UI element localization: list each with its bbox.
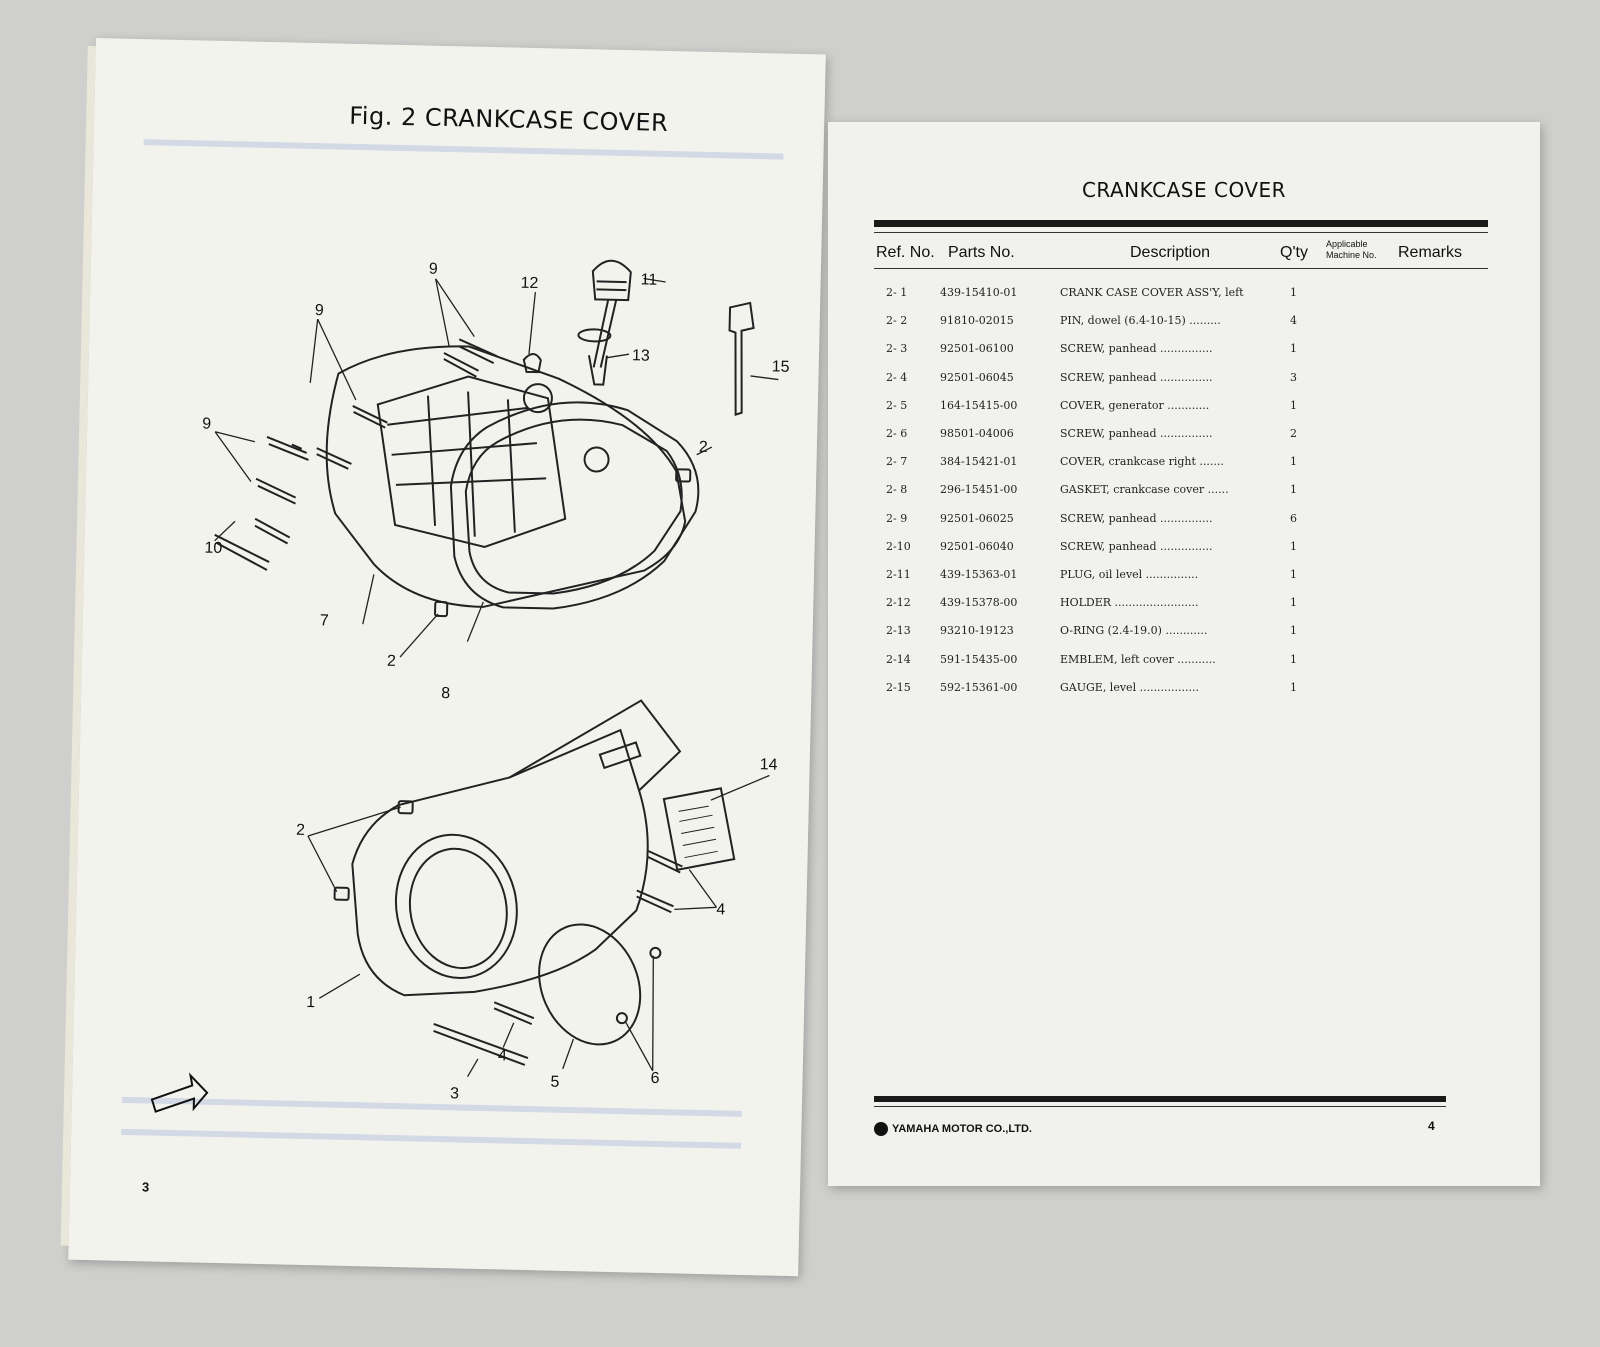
header-parts-no: Parts No. — [948, 244, 1015, 261]
description-cell: HOLDER ........................ — [1060, 596, 1199, 610]
parts-no-cell: 592-15361-00 — [940, 680, 1018, 694]
svg-text:4: 4 — [497, 1047, 508, 1065]
ref-no-cell: 2-13 — [886, 624, 911, 638]
parts-no-cell: 92501-06025 — [940, 511, 1014, 525]
header-applicable — [1326, 239, 1377, 261]
header-applicable-line2: Machine No. — [1326, 250, 1377, 260]
ref-no-cell: 2- 8 — [886, 483, 908, 497]
parts-no-cell: 591-15435-00 — [940, 652, 1018, 666]
svg-text:8: 8 — [441, 685, 451, 703]
ref-no-cell: 2- 1 — [886, 286, 908, 299]
yamaha-logo-icon — [874, 1122, 888, 1136]
table-row — [880, 286, 1480, 314]
description-cell: SCREW, panhead ............... — [1060, 539, 1213, 553]
svg-text:2: 2 — [386, 652, 397, 670]
table-row — [880, 371, 1480, 399]
svg-text:11: 11 — [640, 271, 658, 289]
table-row — [880, 596, 1480, 624]
svg-text:2: 2 — [698, 438, 708, 456]
header-qty: Q'ty — [1280, 244, 1308, 261]
ref-no-cell: 2- 4 — [886, 370, 908, 384]
footer-rule-thick — [874, 1096, 1446, 1102]
description-cell: SCREW, panhead ............... — [1060, 427, 1213, 440]
footer-brand-text: YAMAHA MOTOR CO.,LTD. — [892, 1122, 1032, 1135]
parts-no-cell: 439-15378-00 — [940, 596, 1018, 610]
description-cell: EMBLEM, left cover ........... — [1060, 652, 1216, 666]
ref-no-cell: 2-11 — [886, 568, 911, 581]
qty-cell: 1 — [1290, 680, 1297, 694]
level-gauge — [728, 302, 755, 415]
gasket — [448, 400, 700, 612]
parts-no-cell: 92501-06040 — [940, 539, 1014, 553]
description-cell: GAUGE, level ................. — [1060, 680, 1200, 694]
right-page — [828, 122, 1540, 1186]
table-row — [880, 512, 1480, 540]
ref-no-cell: 2- 9 — [886, 511, 908, 525]
figure-title: Fig. 2 CRANKCASE COVER — [348, 101, 669, 138]
qty-cell: 1 — [1290, 652, 1297, 666]
description-cell: GASKET, crankcase cover ...... — [1060, 483, 1229, 497]
ref-no-cell: 2- 2 — [886, 314, 908, 328]
svg-text:15: 15 — [771, 358, 790, 376]
footer-rule-thin — [874, 1106, 1446, 1107]
parts-no-cell: 92501-06045 — [940, 370, 1014, 384]
ref-no-cell: 2- 5 — [886, 398, 908, 412]
table-row — [880, 455, 1480, 483]
parts-no-cell: 296-15451-00 — [940, 483, 1018, 497]
header-ref-no: Ref. No. — [876, 244, 935, 261]
qty-cell: 1 — [1290, 455, 1297, 469]
svg-text:5: 5 — [550, 1073, 560, 1091]
description-cell: COVER, generator ............ — [1060, 398, 1210, 412]
qty-cell: 1 — [1290, 483, 1297, 497]
exploded-diagram — [70, 38, 826, 1194]
qty-cell: 4 — [1290, 314, 1297, 328]
svg-text:7: 7 — [319, 612, 329, 630]
table-row — [880, 624, 1480, 652]
ref-no-cell: 2-12 — [886, 596, 911, 610]
callout-labels — [187, 256, 792, 1110]
qty-cell: 1 — [1290, 568, 1297, 581]
oil-level-plug — [592, 260, 631, 300]
ref-no-cell: 2- 3 — [886, 342, 908, 356]
svg-text:6: 6 — [650, 1069, 660, 1088]
left-page — [68, 38, 826, 1276]
table-row — [880, 540, 1480, 568]
header-rule-thin — [874, 232, 1488, 233]
svg-text:14: 14 — [759, 756, 778, 774]
description-cell: PIN, dowel (6.4-10-15) ......... — [1060, 314, 1221, 328]
ref-no-cell: 2-15 — [886, 680, 911, 694]
fwd-arrow-icon — [152, 1075, 208, 1113]
ref-no-cell: 2-14 — [886, 652, 911, 666]
parts-no-cell: 439-15363-01 — [940, 568, 1018, 581]
parts-no-cell: 92501-06100 — [940, 342, 1014, 356]
table-row — [880, 399, 1480, 427]
table-row — [880, 568, 1480, 596]
table-row — [880, 314, 1480, 342]
column-header-rule — [874, 268, 1488, 269]
table-row — [880, 427, 1480, 455]
header-remarks: Remarks — [1398, 244, 1463, 261]
footer-brand — [874, 1122, 1032, 1136]
crankcase-cover-right — [323, 343, 689, 611]
description-cell: CRANK CASE COVER ASS'Y, left — [1060, 286, 1244, 299]
qty-cell: 1 — [1290, 342, 1297, 356]
description-cell: PLUG, oil level ............... — [1060, 568, 1199, 581]
generator-cover-emblem — [521, 908, 659, 1060]
description-cell: SCREW, panhead ............... — [1060, 511, 1213, 525]
header-applicable-line1: Applicable — [1326, 239, 1368, 249]
svg-text:13: 13 — [631, 347, 650, 365]
qty-cell: 1 — [1290, 596, 1297, 610]
table-row — [880, 653, 1480, 681]
svg-text:3: 3 — [449, 1085, 460, 1103]
page-number-left: 3 — [141, 1179, 150, 1195]
header-rule-thick — [874, 220, 1488, 227]
qty-cell: 1 — [1290, 539, 1297, 553]
svg-text:4: 4 — [716, 901, 726, 919]
parts-no-cell: 164-15415-00 — [940, 398, 1018, 412]
parts-list-title: CRANKCASE COVER — [1081, 178, 1287, 202]
qty-cell: 1 — [1290, 286, 1297, 299]
parts-no-cell: 98501-04006 — [940, 427, 1014, 440]
table-row — [880, 681, 1480, 709]
qty-cell: 2 — [1290, 427, 1297, 440]
svg-text:9: 9 — [202, 415, 212, 433]
svg-text:9: 9 — [314, 302, 324, 320]
table-row — [880, 342, 1480, 370]
qty-cell: 6 — [1290, 511, 1297, 525]
svg-text:12: 12 — [520, 274, 539, 293]
svg-text:9: 9 — [428, 260, 438, 278]
ref-no-cell: 2- 7 — [886, 455, 908, 469]
warning-label — [664, 788, 734, 870]
ref-no-cell: 2- 6 — [886, 427, 908, 440]
qty-cell: 1 — [1290, 398, 1297, 412]
description-cell: COVER, crankcase right ....... — [1060, 455, 1224, 469]
header-description: Description — [1130, 244, 1211, 261]
page-number-right: 4 — [1428, 1119, 1435, 1133]
ref-no-cell: 2-10 — [886, 539, 911, 553]
table-row — [880, 483, 1480, 511]
parts-no-cell: 384-15421-01 — [940, 455, 1018, 469]
qty-cell: 3 — [1290, 370, 1297, 384]
parts-no-cell: 93210-19123 — [940, 624, 1014, 638]
description-cell: O-RING (2.4-19.0) ............ — [1060, 624, 1208, 638]
description-cell: SCREW, panhead ............... — [1060, 342, 1213, 356]
parts-no-cell: 91810-02015 — [940, 314, 1014, 328]
qty-cell: 1 — [1290, 624, 1297, 638]
svg-text:1: 1 — [305, 994, 316, 1012]
description-cell: SCREW, panhead ............... — [1060, 370, 1213, 384]
svg-text:10: 10 — [204, 539, 223, 557]
parts-no-cell: 439-15410-01 — [940, 286, 1018, 299]
svg-text:2: 2 — [295, 821, 306, 839]
